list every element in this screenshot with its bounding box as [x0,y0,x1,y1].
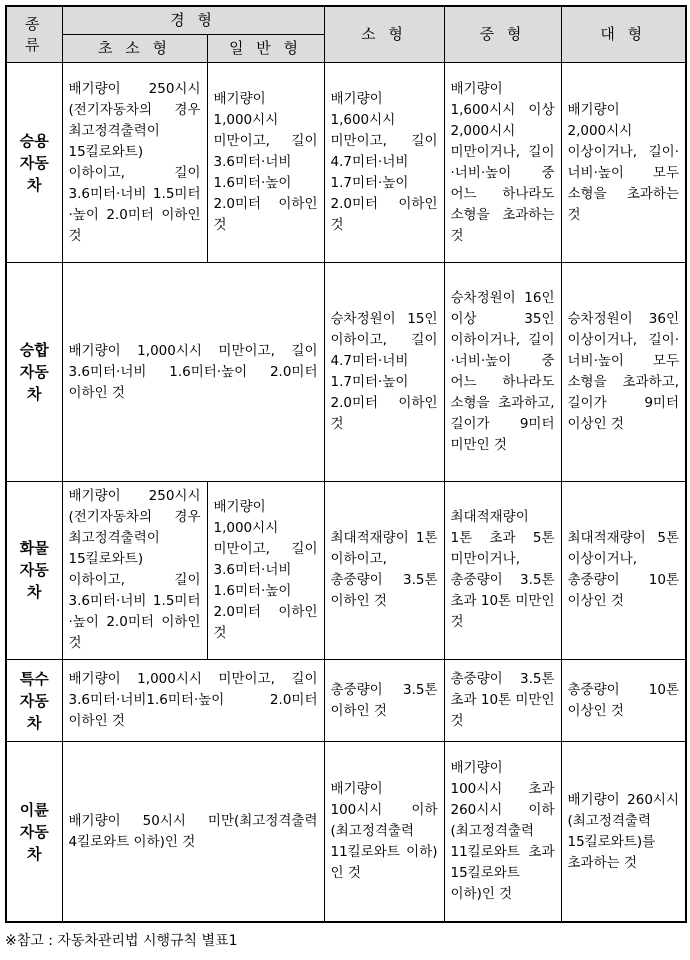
large-cell: 최대적재량이 5톤 이상이거나, 총중량이 10톤 이상인 것 [561,481,686,659]
category-label: 승합 자동 차 [19,341,49,404]
medium-cell: 승차정원이 16인 이상 35인 이하이거나, 길이·너비·높이 중 어느 하나라도 소형을 초과하고, 길이가 9미터 미만인 것 [444,263,561,481]
table-row-special-vehicle [6,660,686,742]
table-row-passenger-car [6,63,686,263]
category-cell [6,263,62,481]
header-ultra-small: 초 소 형 [62,35,207,63]
small-cell: 배기량이 1,600시시 미만이고, 길이 4.7미터·너비 1.7미터·높이 2.0미터 이하인 것 [324,63,444,263]
category-label: 화물 자동 차 [19,539,49,602]
table-row-van [6,263,686,481]
small-cell: 총중량이 3.5톤 이하인 것 [324,660,444,742]
category-cell [6,742,62,922]
large-cell: 총중량이 10톤 이상인 것 [561,660,686,742]
small-cell: 배기량이 100시시 이하(최고정격출력 11킬로와트 이하)인 것 [324,742,444,922]
large-cell: 배기량이 2,000시시 이상이거나, 길이·너비·높이 모두 소형을 초과하는 것 [561,63,686,263]
large-cell: 승차정원이 36인 이상이거나, 길이·너비·높이 모두 소형을 초과하고, 길이가 9미터 이상인 것 [561,263,686,481]
header-medium: 중 형 [444,6,561,63]
category-label: 승용 자동 차 [19,131,49,194]
ultra-small-cell: 배기량이 250시시(전기자동차의 경우 최고정격출력이 15킬로와트) 이하이고, 길이 3.6미터·너비 1.5미터·높이 2.0미터 이하인 것 [62,481,207,659]
header-large: 대 형 [561,6,686,63]
header-general: 일 반 형 [207,35,324,63]
category-cell [6,63,62,263]
large-cell: 배기량이 260시시(최고정격출력 15킬로와트)를 초과하는 것 [561,742,686,922]
ultra-small-cell: 배기량이 250시시(전기자동차의 경우 최고정격출력이 15킬로와트) 이하이고, 길이 3.6미터·너비 1.5미터·높이 2.0미터 이하인 것 [62,63,207,263]
category-cell [6,481,62,659]
table-row-truck [6,481,686,659]
category-label: 특수 자동 차 [19,669,49,732]
header-kind: 종 류 [6,6,62,63]
light-cell: 배기량이 1,000시시 미만이고, 길이 3.6미터·너비 1.6미터·높이 2.0미터 이하인 것 [62,263,324,481]
reference-note: ※참고 : 자동차관리법 시행규칙 별표1 [5,933,238,949]
category-cell [6,660,62,742]
medium-cell: 배기량이 100시시 초과 260시시 이하(최고정격출력 11킬로와트 초과 15킬로와트 이하)인 것 [444,742,561,922]
small-cell: 최대적재량이 1톤 이하이고, 총중량이 3.5톤 이하인 것 [324,481,444,659]
vehicle-classification-table [5,5,687,923]
light-cell: 배기량이 1,000시시 미만이고, 길이 3.6미터·너비1.6미터·높이 2.0미터 이하인 것 [62,660,324,742]
light-cell: 배기량이 50시시 미만(최고정격출력 4킬로와트 이하)인 것 [62,742,324,922]
header-light: 경 형 [62,6,324,35]
medium-cell: 최대적재량이 1톤 초과 5톤 미만이거나, 총중량이 3.5톤 초과 10톤 미만인 것 [444,481,561,659]
table-row-motorcycle [6,742,686,922]
medium-cell: 배기량이 1,600시시 이상 2,000시시 미만이거나, 길이·너비·높이 중 어느 하나라도 소형을 초과하는 것 [444,63,561,263]
small-cell: 승차정원이 15인 이하이고, 길이 4.7미터·너비 1.7미터·높이 2.0미터 이하인 것 [324,263,444,481]
general-cell: 배기량이 1,000시시 미만이고, 길이 3.6미터·너비 1.6미터·높이 2.0미터 이하인 것 [207,63,324,263]
category-label: 이륜 자동 차 [19,800,49,863]
general-cell: 배기량이 1,000시시 미만이고, 길이 3.6미터·너비 1.6미터·높이 2.0미터 이하인 것 [207,481,324,659]
header-small: 소 형 [324,6,444,63]
medium-cell: 총중량이 3.5톤 초과 10톤 미만인 것 [444,660,561,742]
